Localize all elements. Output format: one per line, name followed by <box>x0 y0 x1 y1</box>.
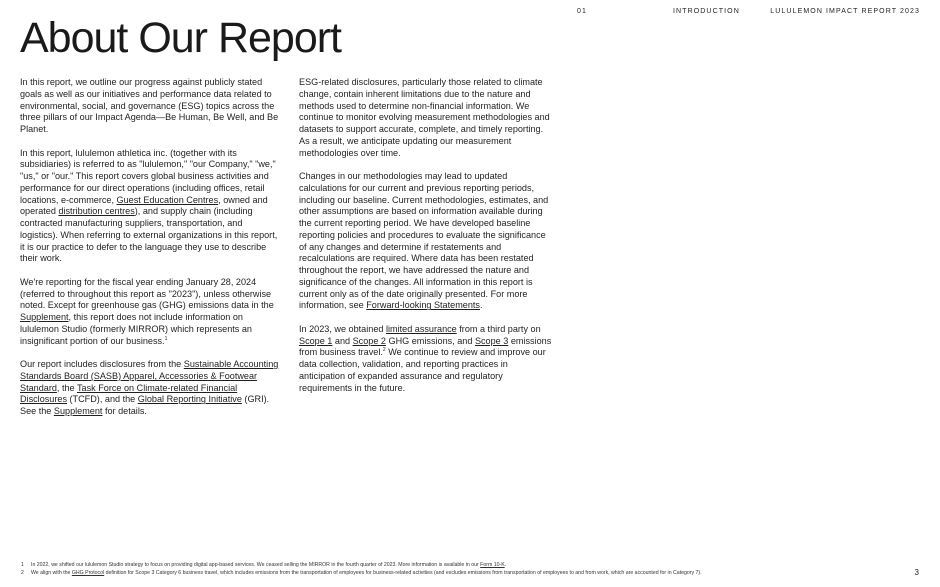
scope-2-link[interactable]: Scope 2 <box>352 335 386 346</box>
supplement-link[interactable]: Supplement <box>20 312 69 322</box>
footnote-1-text-b: . <box>504 562 507 568</box>
footnote-ref-2[interactable]: 2 <box>382 347 386 354</box>
scope-paragraph <box>20 148 280 266</box>
scope-3-link[interactable]: Scope 3 <box>474 335 509 346</box>
assurance-paragraph <box>299 324 554 395</box>
period-paragraph <box>20 277 280 348</box>
limitations-text: ESG-related disclosures, particularly those related to climate change, contain inherent limitations due to the nature and methods used to determine non-financial information. We continue to monitor evolving measurement methodologies and datasets to support accurate, complete, and timely reporting. As a result, we anticipate updating our measurement methodologies over time. <box>299 77 550 158</box>
right-column <box>299 77 554 406</box>
footnote-1-text-a: In 2022, we shifted our lululemon Studio strategy to focus on providing digital app-based services. We ceased selling the MIRROR in the fourth quarter of 2023. More information is available in our <box>31 562 481 568</box>
period-text-a: We're reporting for the fiscal year ending January 28, 2024 (referred to throughout this report as "2023"), unless otherwise noted. Except for greenhouse gas (GHG) emissions data in the <box>20 276 274 311</box>
frameworks-text-a: Our report includes disclosures from the <box>20 359 184 369</box>
forward-looking-statements-link[interactable]: Forward-looking Statements <box>366 300 480 311</box>
limited-assurance-link[interactable]: limited assurance <box>385 323 457 334</box>
assurance-text-a: In 2023, we obtained <box>299 323 386 334</box>
intro-text: In this report, we outline our progress against publicly stated goals as well as our initiatives and performance data related to environmental, social, and governance (ESG) topics across the three pillars of our Impact Agenda—Be Human, Be Well, and Be Planet. <box>20 77 279 134</box>
sasb-link[interactable]: Sustainable Accounting Standards Board (SASB) Apparel, Accessories & Footwear Standard <box>20 359 279 393</box>
footnote-1 <box>21 562 506 568</box>
form-10k-link[interactable]: Form 10-K <box>480 562 505 568</box>
frameworks-paragraph <box>20 359 280 418</box>
assurance-text-b: from a third party on <box>456 323 541 334</box>
distribution-centres-link[interactable]: distribution centres <box>58 206 135 217</box>
methodology-text-a: Changes in our methodologies may lead to updated calculations for our current and previous reporting periods, including our baseline. Current methodologies, estimates, and other assumptions are based on information available during the current reporting period. We have developed baseline reporting policies and procedures to evaluate the significance of any changes and determine if restatements and recalculations are required. Where data has been restated throughout the report, we have addressed the nature and significance of the changes. All information in this report is current only as of the date originally presented. For more information, see <box>299 171 549 311</box>
frameworks-text-d: (GRI). See the <box>20 394 270 416</box>
header-report-title: LULULEMON IMPACT REPORT 2023 <box>770 8 920 15</box>
left-column <box>20 77 280 430</box>
footnote-1-number: 1 <box>21 562 24 568</box>
footnote-2-text-b: definition for Scope 3 Category 6 business travel, which includes emissions from the transportation of employees for business-related activities (and excludes emissions from transportation of employees to and from work, which are accounted for in Category 7). <box>104 570 702 576</box>
scope-1-link[interactable]: Scope 1 <box>299 335 333 346</box>
methodology-paragraph <box>299 171 554 312</box>
period-text-b: , this report does not include information on lululemon Studio (formerly MIRROR) which represents an insignificant portion of our business. <box>20 312 252 346</box>
limitations-paragraph <box>299 77 554 159</box>
header-page-index: 01 <box>577 8 587 15</box>
assurance-text-d: GHG emissions, and <box>385 335 475 346</box>
frameworks-text-c: (TCFD), and the <box>67 394 138 405</box>
footnote-2-text-a: We align with the <box>31 570 72 576</box>
scope-text-b: , owned and operated <box>20 194 268 217</box>
header-section-link[interactable]: INTRODUCTION <box>673 8 740 15</box>
gri-link[interactable]: Global Reporting Initiative <box>137 394 242 405</box>
supplement-details-link[interactable]: Supplement <box>53 406 103 416</box>
page-title: About Our Report <box>20 14 342 62</box>
assurance-text-f: We continue to review and improve our data collection, validation, and reporting practices in anticipation of expanded assurance and regulatory requirements in the future. <box>299 347 546 393</box>
tcfd-link[interactable]: Task Force on Climate-related Financial Disclosures <box>20 382 238 405</box>
page-number: 3 <box>914 568 919 577</box>
scope-text-a: In this report, lululemon athletica inc. (together with its subsidiaries) is referred to as "lululemon," "our Company," "we," "us," or "our." This report covers global business activities and performance for our direct operations (including offices, retail locations, e-commerce, <box>20 147 276 205</box>
frameworks-text-b: , the <box>56 382 77 393</box>
assurance-text-c: and <box>332 335 353 346</box>
footnote-2 <box>21 570 702 576</box>
assurance-text-e: emissions from business travel. <box>299 335 552 358</box>
guest-education-centres-link[interactable]: Guest Education Centres <box>116 194 219 205</box>
footnote-ref-1[interactable]: 1 <box>164 335 168 342</box>
scope-text-c: ), and supply chain (including contracted manufacturing suppliers, transportation, and logistics). When referring to external organizations in this report, it is our practice to defer to the language they use to describe their work. <box>20 206 278 264</box>
intro-paragraph <box>20 77 280 136</box>
frameworks-text-e: for details. <box>102 406 147 416</box>
methodology-text-b: . <box>479 300 483 311</box>
footnote-2-number: 2 <box>21 570 24 576</box>
ghg-protocol-link[interactable]: GHG Protocol <box>71 570 105 576</box>
